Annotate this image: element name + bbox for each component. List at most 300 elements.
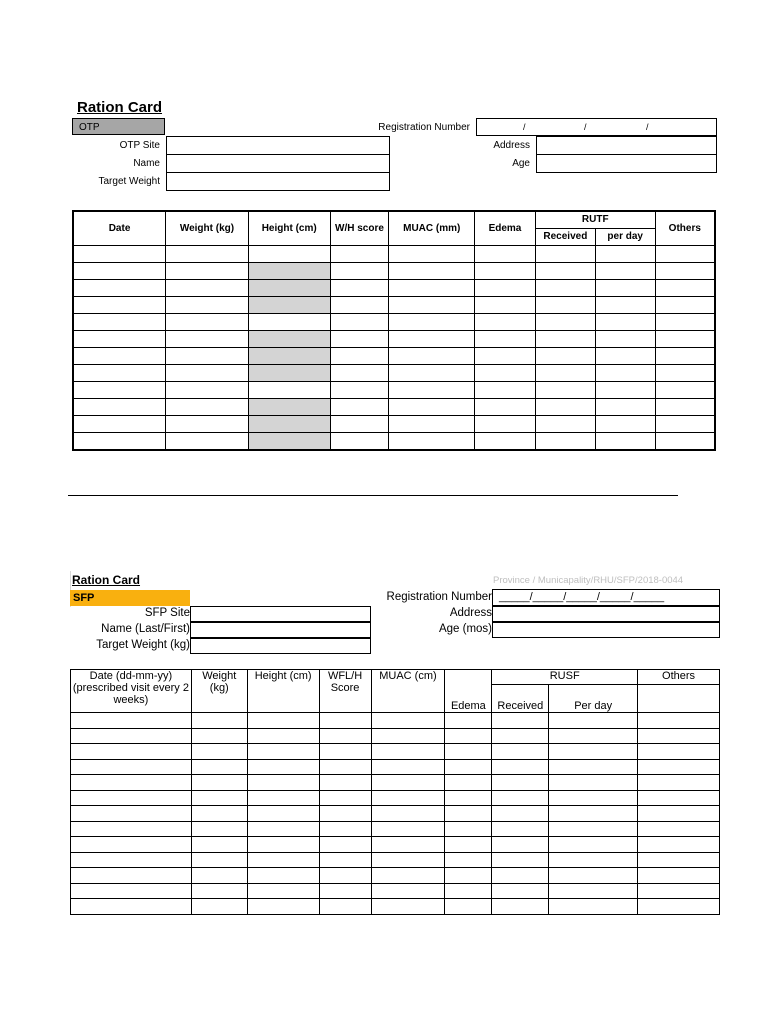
table-cell[interactable] bbox=[73, 347, 166, 364]
table-cell[interactable] bbox=[319, 759, 371, 775]
registration-number-field[interactable] bbox=[476, 118, 717, 136]
table-cell[interactable] bbox=[319, 883, 371, 899]
table-cell[interactable] bbox=[492, 759, 549, 775]
col-muac: MUAC (mm) bbox=[389, 211, 475, 245]
table-cell[interactable] bbox=[535, 262, 595, 279]
col-rusf-received: Received bbox=[492, 685, 549, 713]
table-cell[interactable] bbox=[248, 432, 330, 450]
table-cell[interactable] bbox=[247, 728, 319, 744]
name-last-first-label: Name (Last/First) bbox=[101, 623, 190, 635]
table-cell[interactable] bbox=[330, 415, 389, 432]
address-field[interactable] bbox=[492, 606, 720, 622]
age-mos-label: Age (mos) bbox=[438, 623, 492, 635]
table-row bbox=[73, 245, 715, 262]
table-cell[interactable] bbox=[535, 381, 595, 398]
table-cell[interactable] bbox=[166, 330, 249, 347]
table-cell[interactable] bbox=[247, 790, 319, 806]
table-cell[interactable] bbox=[595, 262, 655, 279]
table-cell[interactable] bbox=[638, 868, 720, 884]
table-cell[interactable] bbox=[319, 868, 371, 884]
table-cell[interactable] bbox=[492, 806, 549, 822]
table-cell[interactable] bbox=[73, 381, 166, 398]
table-cell[interactable] bbox=[330, 364, 389, 381]
table-cell[interactable] bbox=[445, 806, 492, 822]
table-cell[interactable] bbox=[247, 852, 319, 868]
table-cell[interactable] bbox=[248, 313, 330, 330]
table-cell[interactable] bbox=[492, 744, 549, 760]
table-cell[interactable] bbox=[191, 775, 247, 791]
table-cell[interactable] bbox=[247, 821, 319, 837]
address-label: Address bbox=[493, 140, 530, 151]
table-cell[interactable] bbox=[330, 347, 389, 364]
table-cell[interactable] bbox=[475, 279, 536, 296]
table-cell[interactable] bbox=[371, 713, 445, 729]
table-cell[interactable] bbox=[389, 313, 475, 330]
table-cell[interactable] bbox=[492, 868, 549, 884]
table-row bbox=[71, 713, 720, 729]
table-cell[interactable] bbox=[71, 821, 192, 837]
table-cell[interactable] bbox=[166, 296, 249, 313]
table-cell[interactable] bbox=[371, 759, 445, 775]
table-cell[interactable] bbox=[191, 837, 247, 853]
table-cell[interactable] bbox=[492, 852, 549, 868]
table-cell[interactable] bbox=[319, 744, 371, 760]
reg-separator: / bbox=[523, 122, 526, 132]
table-cell[interactable] bbox=[371, 837, 445, 853]
table-cell[interactable] bbox=[71, 837, 192, 853]
table-cell[interactable] bbox=[475, 364, 536, 381]
table-cell[interactable] bbox=[247, 899, 319, 915]
table-cell[interactable] bbox=[191, 759, 247, 775]
table-cell[interactable] bbox=[319, 821, 371, 837]
table-cell[interactable] bbox=[330, 245, 389, 262]
table-cell[interactable] bbox=[549, 837, 638, 853]
col-others: Others bbox=[638, 670, 720, 685]
table-cell[interactable] bbox=[319, 790, 371, 806]
table-cell[interactable] bbox=[248, 398, 330, 415]
table-cell[interactable] bbox=[492, 883, 549, 899]
col-height: Height (cm) bbox=[248, 211, 330, 245]
table-cell[interactable] bbox=[655, 432, 715, 450]
table-row bbox=[73, 330, 715, 347]
table-cell[interactable] bbox=[638, 883, 720, 899]
table-cell[interactable] bbox=[371, 868, 445, 884]
table-cell[interactable] bbox=[492, 899, 549, 915]
table-cell[interactable] bbox=[595, 432, 655, 450]
table-cell[interactable] bbox=[549, 821, 638, 837]
table-cell[interactable] bbox=[475, 330, 536, 347]
table-cell[interactable] bbox=[475, 381, 536, 398]
reg-separator: / bbox=[646, 122, 649, 132]
table-row bbox=[71, 728, 720, 744]
table-cell[interactable] bbox=[71, 775, 192, 791]
table-cell[interactable] bbox=[191, 899, 247, 915]
table-cell[interactable] bbox=[549, 744, 638, 760]
registration-number-label: Registration Number bbox=[378, 122, 470, 133]
table-cell[interactable] bbox=[445, 852, 492, 868]
table-cell[interactable] bbox=[371, 852, 445, 868]
table-cell[interactable] bbox=[319, 713, 371, 729]
table-cell[interactable] bbox=[549, 899, 638, 915]
table-cell[interactable] bbox=[71, 713, 192, 729]
table-row bbox=[73, 432, 715, 450]
col-rutf: RUTF bbox=[535, 211, 655, 228]
table-cell[interactable] bbox=[248, 296, 330, 313]
table-cell[interactable] bbox=[247, 868, 319, 884]
table-cell[interactable] bbox=[549, 883, 638, 899]
table-row bbox=[71, 899, 720, 915]
table-cell[interactable] bbox=[73, 432, 166, 450]
table-cell[interactable] bbox=[595, 398, 655, 415]
table-cell[interactable] bbox=[655, 364, 715, 381]
table-cell[interactable] bbox=[655, 313, 715, 330]
table-cell[interactable] bbox=[535, 364, 595, 381]
table-cell[interactable] bbox=[248, 245, 330, 262]
table-cell[interactable] bbox=[475, 415, 536, 432]
table-cell[interactable] bbox=[191, 728, 247, 744]
table-row bbox=[73, 313, 715, 330]
reg-separator: / bbox=[584, 122, 587, 132]
col-date: Date bbox=[73, 211, 166, 245]
table-cell[interactable] bbox=[655, 262, 715, 279]
table-cell[interactable] bbox=[191, 852, 247, 868]
table-cell[interactable] bbox=[638, 728, 720, 744]
table-cell[interactable] bbox=[535, 398, 595, 415]
table-cell[interactable] bbox=[247, 759, 319, 775]
table-cell[interactable] bbox=[535, 330, 595, 347]
table-cell[interactable] bbox=[371, 806, 445, 822]
province-reference: Province / Municapality/RHU/SFP/2018-0044 bbox=[493, 575, 684, 586]
table-cell[interactable] bbox=[166, 381, 249, 398]
table-cell[interactable] bbox=[475, 262, 536, 279]
table-row bbox=[73, 381, 715, 398]
table-row bbox=[73, 415, 715, 432]
table-cell[interactable] bbox=[445, 837, 492, 853]
table-cell[interactable] bbox=[445, 790, 492, 806]
table-cell[interactable] bbox=[445, 713, 492, 729]
table-cell[interactable] bbox=[319, 806, 371, 822]
table-cell[interactable] bbox=[492, 713, 549, 729]
col-muac: MUAC (cm) bbox=[371, 670, 445, 713]
table-cell[interactable] bbox=[535, 415, 595, 432]
table-cell[interactable] bbox=[166, 262, 249, 279]
col-wh-score: W/H score bbox=[330, 211, 389, 245]
table-cell[interactable] bbox=[191, 868, 247, 884]
table-cell[interactable] bbox=[248, 347, 330, 364]
table-cell[interactable] bbox=[73, 415, 166, 432]
table-cell[interactable] bbox=[549, 775, 638, 791]
table-cell[interactable] bbox=[549, 868, 638, 884]
table-cell[interactable] bbox=[371, 728, 445, 744]
name-last-first-field[interactable] bbox=[190, 622, 371, 638]
sfp-card-title: Ration Card bbox=[72, 573, 141, 587]
table-cell[interactable] bbox=[595, 347, 655, 364]
table-cell[interactable] bbox=[371, 899, 445, 915]
table-cell[interactable] bbox=[71, 883, 192, 899]
table-cell[interactable] bbox=[389, 347, 475, 364]
table-cell[interactable] bbox=[475, 432, 536, 450]
table-cell[interactable] bbox=[247, 806, 319, 822]
table-cell[interactable] bbox=[492, 837, 549, 853]
sfp-program-tag: SFP bbox=[70, 590, 190, 606]
col-rusf-per-day: Per day bbox=[549, 685, 638, 713]
table-cell[interactable] bbox=[445, 821, 492, 837]
table-cell[interactable] bbox=[638, 821, 720, 837]
table-cell[interactable] bbox=[319, 852, 371, 868]
table-cell[interactable] bbox=[475, 347, 536, 364]
col-others: Others bbox=[655, 211, 715, 245]
table-row bbox=[73, 296, 715, 313]
registration-number-blanks: _____/_____/_____/_____/_____ bbox=[499, 591, 665, 603]
table-cell[interactable] bbox=[638, 899, 720, 915]
table-cell[interactable] bbox=[595, 245, 655, 262]
table-cell[interactable] bbox=[389, 262, 475, 279]
table-row bbox=[71, 883, 720, 899]
table-cell[interactable] bbox=[73, 262, 166, 279]
table-cell[interactable] bbox=[248, 364, 330, 381]
table-cell[interactable] bbox=[330, 381, 389, 398]
table-cell[interactable] bbox=[71, 744, 192, 760]
address-label: Address bbox=[449, 607, 492, 619]
col-rutf-per-day: per day bbox=[595, 228, 655, 245]
table-cell[interactable] bbox=[535, 432, 595, 450]
table-cell[interactable] bbox=[445, 759, 492, 775]
table-cell[interactable] bbox=[638, 775, 720, 791]
table-cell[interactable] bbox=[248, 279, 330, 296]
table-cell[interactable] bbox=[595, 279, 655, 296]
table-cell[interactable] bbox=[371, 744, 445, 760]
table-cell[interactable] bbox=[638, 806, 720, 822]
table-cell[interactable] bbox=[655, 245, 715, 262]
table-row bbox=[73, 347, 715, 364]
table-cell[interactable] bbox=[191, 713, 247, 729]
section-divider bbox=[68, 495, 678, 496]
otp-visit-table bbox=[72, 210, 716, 451]
table-cell[interactable] bbox=[330, 296, 389, 313]
col-wflh-score: WFL/H Score bbox=[319, 670, 371, 713]
table-row bbox=[73, 262, 715, 279]
table-cell[interactable] bbox=[445, 868, 492, 884]
table-cell[interactable] bbox=[638, 759, 720, 775]
table-cell[interactable] bbox=[330, 330, 389, 347]
table-cell[interactable] bbox=[549, 713, 638, 729]
table-cell[interactable] bbox=[445, 744, 492, 760]
table-cell[interactable] bbox=[638, 837, 720, 853]
col-rutf-received: Received bbox=[535, 228, 595, 245]
table-cell[interactable] bbox=[595, 381, 655, 398]
table-cell[interactable] bbox=[655, 296, 715, 313]
table-cell[interactable] bbox=[492, 775, 549, 791]
table-cell[interactable] bbox=[166, 415, 249, 432]
col-weight: Weight (kg) bbox=[191, 670, 247, 713]
table-cell[interactable] bbox=[371, 775, 445, 791]
table-cell[interactable] bbox=[445, 728, 492, 744]
table-cell[interactable] bbox=[549, 759, 638, 775]
table-cell[interactable] bbox=[71, 868, 192, 884]
table-cell[interactable] bbox=[73, 313, 166, 330]
table-cell[interactable] bbox=[638, 852, 720, 868]
table-cell[interactable] bbox=[319, 728, 371, 744]
table-cell[interactable] bbox=[319, 837, 371, 853]
table-cell[interactable] bbox=[655, 381, 715, 398]
table-cell[interactable] bbox=[595, 330, 655, 347]
table-cell[interactable] bbox=[389, 415, 475, 432]
table-cell[interactable] bbox=[655, 415, 715, 432]
table-cell[interactable] bbox=[638, 744, 720, 760]
table-row bbox=[71, 744, 720, 760]
table-cell[interactable] bbox=[166, 245, 249, 262]
table-cell[interactable] bbox=[549, 728, 638, 744]
target-weight-kg-field[interactable] bbox=[190, 638, 371, 654]
table-cell[interactable] bbox=[330, 398, 389, 415]
table-cell[interactable] bbox=[655, 330, 715, 347]
table-cell[interactable] bbox=[166, 313, 249, 330]
target-weight-field[interactable] bbox=[166, 172, 390, 191]
table-row bbox=[73, 398, 715, 415]
col-date: Date (dd-mm-yy) (prescribed visit every 2 weeks) bbox=[71, 670, 192, 713]
table-cell[interactable] bbox=[492, 728, 549, 744]
table-cell[interactable] bbox=[73, 296, 166, 313]
table-row bbox=[71, 775, 720, 791]
table-cell[interactable] bbox=[319, 899, 371, 915]
age-field[interactable] bbox=[536, 154, 717, 173]
table-cell[interactable] bbox=[445, 775, 492, 791]
table-cell[interactable] bbox=[166, 432, 249, 450]
name-label: Name bbox=[133, 158, 160, 169]
table-cell[interactable] bbox=[71, 759, 192, 775]
table-cell[interactable] bbox=[389, 381, 475, 398]
col-weight: Weight (kg) bbox=[166, 211, 249, 245]
table-cell[interactable] bbox=[595, 313, 655, 330]
table-cell[interactable] bbox=[247, 883, 319, 899]
table-cell[interactable] bbox=[248, 330, 330, 347]
table-cell[interactable] bbox=[389, 245, 475, 262]
table-cell[interactable] bbox=[371, 883, 445, 899]
table-cell[interactable] bbox=[535, 347, 595, 364]
col-others-blank bbox=[638, 685, 720, 713]
table-cell[interactable] bbox=[191, 744, 247, 760]
table-cell[interactable] bbox=[330, 279, 389, 296]
table-cell[interactable] bbox=[549, 790, 638, 806]
table-cell[interactable] bbox=[73, 245, 166, 262]
otp-card-title: Ration Card bbox=[77, 99, 163, 116]
table-cell[interactable] bbox=[371, 821, 445, 837]
table-cell[interactable] bbox=[248, 262, 330, 279]
table-cell[interactable] bbox=[247, 837, 319, 853]
table-cell[interactable] bbox=[73, 279, 166, 296]
table-cell[interactable] bbox=[248, 415, 330, 432]
target-weight-kg-label: Target Weight (kg) bbox=[96, 639, 190, 651]
table-cell[interactable] bbox=[71, 899, 192, 915]
table-cell[interactable] bbox=[166, 364, 249, 381]
table-cell[interactable] bbox=[389, 330, 475, 347]
table-row bbox=[71, 837, 720, 853]
col-height: Height (cm) bbox=[247, 670, 319, 713]
table-cell[interactable] bbox=[655, 398, 715, 415]
table-cell[interactable] bbox=[191, 790, 247, 806]
table-cell[interactable] bbox=[247, 713, 319, 729]
table-cell[interactable] bbox=[638, 713, 720, 729]
otp-site-label: OTP Site bbox=[119, 140, 160, 151]
table-cell[interactable] bbox=[71, 790, 192, 806]
table-cell[interactable] bbox=[475, 296, 536, 313]
address-field[interactable] bbox=[536, 136, 717, 155]
table-cell[interactable] bbox=[166, 279, 249, 296]
table-cell[interactable] bbox=[535, 296, 595, 313]
table-cell[interactable] bbox=[319, 775, 371, 791]
table-cell[interactable] bbox=[475, 313, 536, 330]
table-cell[interactable] bbox=[247, 744, 319, 760]
table-cell[interactable] bbox=[73, 330, 166, 347]
table-row bbox=[71, 759, 720, 775]
table-cell[interactable] bbox=[330, 432, 389, 450]
table-cell[interactable] bbox=[535, 279, 595, 296]
table-cell[interactable] bbox=[389, 279, 475, 296]
table-cell[interactable] bbox=[475, 398, 536, 415]
table-cell[interactable] bbox=[166, 347, 249, 364]
col-edema: Edema bbox=[475, 211, 536, 245]
table-cell[interactable] bbox=[595, 415, 655, 432]
table-cell[interactable] bbox=[248, 381, 330, 398]
table-cell[interactable] bbox=[535, 245, 595, 262]
table-cell[interactable] bbox=[595, 364, 655, 381]
col-edema: Edema bbox=[445, 670, 492, 713]
table-cell[interactable] bbox=[655, 279, 715, 296]
table-cell[interactable] bbox=[535, 313, 595, 330]
table-cell[interactable] bbox=[638, 790, 720, 806]
table-cell[interactable] bbox=[389, 432, 475, 450]
table-cell[interactable] bbox=[492, 821, 549, 837]
table-cell[interactable] bbox=[71, 806, 192, 822]
table-cell[interactable] bbox=[549, 852, 638, 868]
table-row bbox=[71, 806, 720, 822]
table-cell[interactable] bbox=[389, 296, 475, 313]
table-cell[interactable] bbox=[330, 262, 389, 279]
table-row bbox=[71, 868, 720, 884]
table-cell[interactable] bbox=[166, 398, 249, 415]
table-cell[interactable] bbox=[595, 296, 655, 313]
table-cell[interactable] bbox=[655, 347, 715, 364]
table-cell[interactable] bbox=[475, 245, 536, 262]
table-cell[interactable] bbox=[71, 852, 192, 868]
sfp-visit-table bbox=[70, 669, 720, 915]
table-cell[interactable] bbox=[73, 364, 166, 381]
table-cell[interactable] bbox=[389, 364, 475, 381]
table-cell[interactable] bbox=[191, 883, 247, 899]
table-cell[interactable] bbox=[445, 883, 492, 899]
otp-site-field[interactable] bbox=[166, 136, 390, 155]
table-cell[interactable] bbox=[445, 899, 492, 915]
otp-program-tag: OTP bbox=[72, 118, 165, 135]
sfp-site-field[interactable] bbox=[190, 606, 371, 622]
table-cell[interactable] bbox=[330, 313, 389, 330]
table-cell[interactable] bbox=[191, 821, 247, 837]
table-cell[interactable] bbox=[492, 790, 549, 806]
registration-number-field[interactable] bbox=[492, 589, 720, 606]
table-cell[interactable] bbox=[73, 398, 166, 415]
table-cell[interactable] bbox=[191, 806, 247, 822]
table-row bbox=[73, 279, 715, 296]
table-cell[interactable] bbox=[71, 728, 192, 744]
name-field[interactable] bbox=[166, 154, 390, 173]
table-cell[interactable] bbox=[549, 806, 638, 822]
table-cell[interactable] bbox=[247, 775, 319, 791]
target-weight-label: Target Weight bbox=[98, 176, 160, 187]
age-label: Age bbox=[512, 158, 530, 169]
table-cell[interactable] bbox=[389, 398, 475, 415]
age-mos-field[interactable] bbox=[492, 622, 720, 638]
table-cell[interactable] bbox=[371, 790, 445, 806]
